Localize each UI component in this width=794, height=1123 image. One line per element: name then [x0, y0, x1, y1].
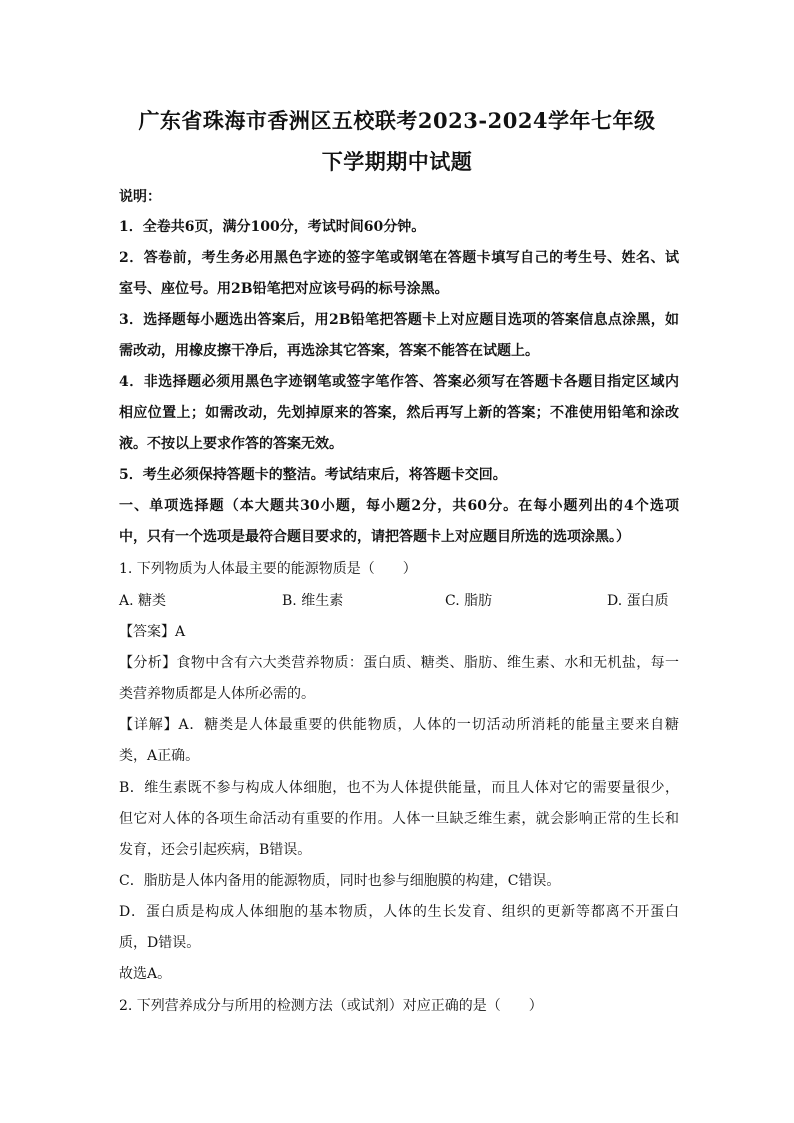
question-1-detail: 质，D错误。 — [119, 935, 201, 951]
question-1-detail: D．蛋白质是构成人体细胞的基本物质，人体的生长发育、组织的更新等都离不开蛋白 — [119, 904, 679, 920]
question-1-detail: 类，A正确。 — [119, 748, 200, 764]
question-1-option-c: C. 脂肪 — [445, 593, 493, 609]
question-1-analysis: 【分析】食物中含有六大类营养物质：蛋白质、糖类、脂肪、维生素、水和无机盐，每一 — [119, 655, 679, 671]
question-1-detail: B．维生素既不参与构成人体细胞，也不为人体提供能量，而且人体对它的需要量很少， — [119, 780, 679, 796]
notes-heading: 说明： — [119, 189, 161, 205]
note-line: 2．答卷前，考生务必用黑色字迹的签字笔或钢笔在答题卡填写自己的考生号、姓名、试 — [119, 250, 679, 266]
exam-title: 广东省珠海市香洲区五校联考2023-2024学年七年级 — [138, 108, 656, 133]
note-line: 液。不按以上要求作答的答案无效。 — [119, 436, 343, 452]
question-1-detail: C．脂肪是人体内备用的能源物质，同时也参与细胞膜的构建，C错误。 — [119, 873, 561, 889]
question-1-answer: 【答案】A — [119, 624, 186, 640]
note-line: 室号、座位号。用2B铅笔把对应该号码的标号涂黑。 — [119, 281, 449, 297]
section-heading: 一、单项选择题（本大题共30小题，每小题2分，共60分。在每小题列出的4个选项 — [119, 498, 679, 514]
question-1-option-a: A. 糖类 — [119, 593, 167, 609]
question-1-detail: 但它对人体的各项生命活动有重要的作用。人体一旦缺乏维生素，就会影响正常的生长和 — [119, 811, 679, 827]
question-1-conclusion: 故选A。 — [119, 966, 172, 982]
note-line: 5．考生必须保持答题卡的整洁。考试结束后，将答题卡交回。 — [119, 467, 507, 483]
note-line: 1．全卷共6页，满分100分，考试时间60分钟。 — [119, 219, 426, 235]
note-line: 4．非选择题必须用黑色字迹钢笔或签字笔作答、答案必须写在答题卡各题目指定区域内 — [119, 374, 679, 390]
note-line: 需改动，用橡皮擦干净后，再选涂其它答案，答案不能答在试题上。 — [119, 343, 539, 359]
question-1-option-d: D. 蛋白质 — [607, 593, 669, 609]
note-line: 相应位置上；如需改动，先划掉原来的答案，然后再写上新的答案；不准使用铅笔和涂改 — [119, 405, 679, 421]
question-2-stem: 2. 下列营养成分与所用的检测方法（或试剂）对应正确的是（ ） — [119, 998, 543, 1014]
question-1-option-b: B. 维生素 — [282, 593, 344, 609]
section-heading: 中，只有一个选项是最符合题目要求的，请把答题卡上对应题目所选的选项涂黑。） — [119, 529, 630, 545]
question-1-detail: 发育，还会引起疾病，B错误。 — [119, 842, 312, 858]
question-1-stem: 1. 下列物质为人体最主要的能源物质是（ ） — [119, 561, 417, 577]
question-1-detail: 【详解】A．糖类是人体最重要的供能物质，人体的一切活动所消耗的能量主要来自糖 — [119, 717, 679, 733]
note-line: 3．选择题每小题选出答案后，用2B铅笔把答题卡上对应题目选项的答案信息点涂黑，如 — [119, 312, 679, 328]
question-1-analysis: 类营养物质都是人体所必需的。 — [119, 686, 315, 702]
exam-subtitle: 下学期期中试题 — [321, 149, 473, 174]
